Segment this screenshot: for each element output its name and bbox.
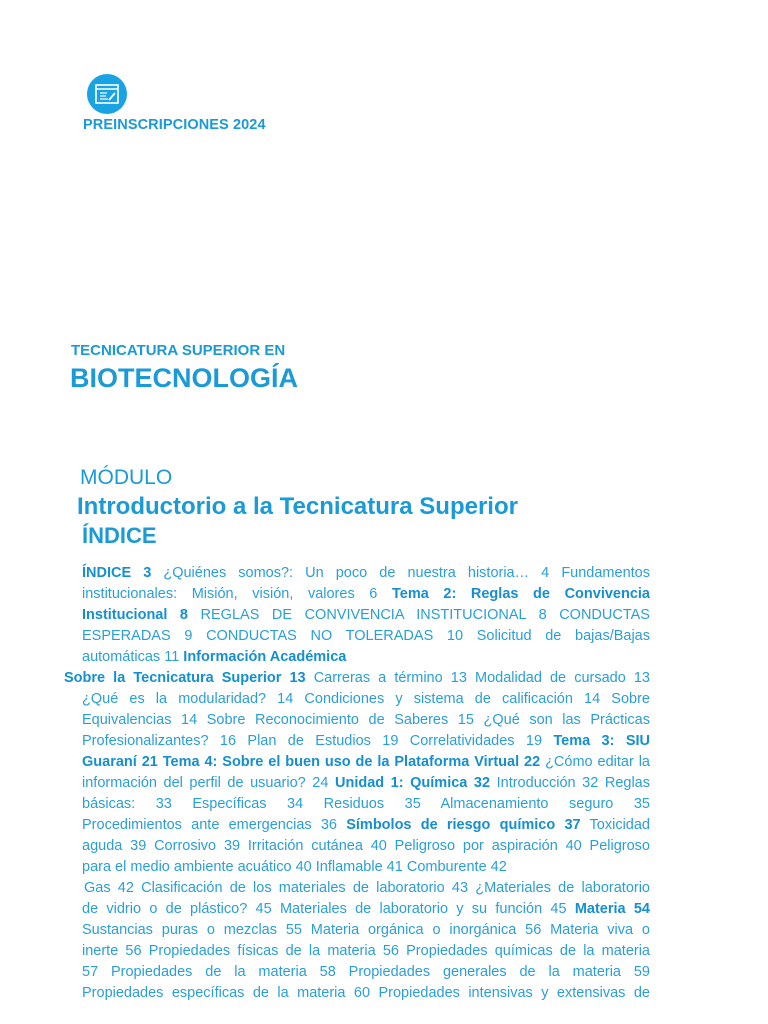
toc-heading: Sobre la Tecnicatura Superior 13 (64, 670, 306, 686)
toc-heading: Guaraní 21 Tema 4: Sobre el buen uso de la Plataforma Virtual 22 (82, 754, 541, 770)
toc-text: institucionales: Misión, visión, valores 6 (82, 586, 392, 602)
toc-text: básicas: 33 Específicas 34 Residuos 35 Almacenamiento seguro 35 (82, 796, 650, 812)
toc-line (82, 857, 650, 878)
toc-text: Profesionalizantes? 16 Plan de Estudios 19 Correlatividades 19 (82, 733, 554, 749)
toc-heading: Materia 54 (574, 901, 650, 917)
toc-heading: Tema 2: Reglas de Convivencia (391, 586, 650, 602)
toc-text: Toxicidad (580, 817, 650, 833)
toc-line (82, 941, 650, 962)
toc-line (82, 836, 650, 857)
toc-line (82, 773, 650, 794)
module-label: MÓDULO (80, 466, 173, 489)
toc-text: ¿Quiénes somos?: Un poco de nuestra historia… 4 Fundamentos (151, 565, 650, 581)
toc-line (82, 983, 650, 1004)
toc-line (82, 710, 650, 731)
toc-line (82, 563, 650, 584)
toc-text: de vidrio o de plástico? 45 Materiales de laboratorio y su función 45 (82, 901, 575, 917)
toc-text: 57 Propiedades de la materia 58 Propiedades generales de la materia 59 (82, 964, 650, 980)
toc-line (82, 752, 650, 773)
toc-line (82, 899, 650, 920)
toc-text: ¿Cómo editar la (540, 754, 650, 770)
toc-line (82, 920, 650, 941)
toc-text: automáticas 11 (82, 649, 184, 665)
toc-line (82, 626, 650, 647)
career-title: BIOTECNOLOGÍA (70, 363, 298, 393)
document-edit-icon (94, 83, 120, 105)
index-heading: ÍNDICE (82, 523, 157, 548)
toc-text: ¿Qué es la modularidad? 14 Condiciones y sistema de calificación 14 Sobre (82, 691, 650, 707)
toc-line (82, 962, 650, 983)
toc-heading: Institucional 8 (82, 607, 188, 623)
toc-heading: Tema 3: SIU (553, 733, 650, 749)
logo-badge (87, 74, 127, 114)
toc-text: Carreras a término 13 Modalidad de cursado 13 (305, 670, 650, 686)
toc-text: Sustancias puras o mezclas 55 Materia orgánica o inorgánica 56 Materia viva o (82, 922, 650, 938)
toc-line (82, 689, 650, 710)
toc-line (82, 647, 650, 668)
toc-line (82, 794, 650, 815)
toc-heading: Información Académica (183, 649, 347, 665)
toc-text: Equivalencias 14 Sobre Reconocimiento de Saberes 15 ¿Qué son las Prácticas (82, 712, 650, 728)
toc-heading: Símbolos de riesgo químico 37 (346, 817, 581, 833)
toc-line (82, 815, 650, 836)
toc-text: REGLAS DE CONVIVENCIA INSTITUCIONAL 8 CONDUCTAS (188, 607, 650, 623)
toc-heading: Unidad 1: Química 32 (334, 775, 491, 791)
toc-text: inerte 56 Propiedades físicas de la materia 56 Propiedades químicas de la materia (82, 943, 650, 959)
toc-line (84, 878, 650, 899)
toc-line (64, 668, 650, 689)
preinscripciones-label: PREINSCRIPCIONES 2024 (83, 117, 266, 133)
toc-line (82, 605, 650, 626)
module-title: Introductorio a la Tecnicatura Superior (77, 493, 518, 520)
toc-text: aguda 39 Corrosivo 39 Irritación cutánea 40 Peligroso por aspiración 40 Peligroso (82, 838, 650, 854)
toc-text: información del perfil de usuario? 24 (82, 775, 335, 791)
toc-line (82, 584, 650, 605)
toc-text: Procedimientos ante emergencias 36 (82, 817, 347, 833)
toc-text: Gas 42 Clasificación de los materiales de laboratorio 43 ¿Materiales de laboratorio (84, 880, 650, 896)
toc-text: para el medio ambiente acuático 40 Inflamable 41 Comburente 42 (82, 859, 507, 875)
toc-line (82, 731, 650, 752)
toc-text: ESPERADAS 9 CONDUCTAS NO TOLERADAS 10 Solicitud de bajas/Bajas (82, 628, 650, 644)
toc-text: Introducción 32 Reglas (490, 775, 650, 791)
career-subtitle: TECNICATURA SUPERIOR EN (71, 342, 286, 359)
toc-heading: ÍNDICE 3 (82, 565, 152, 581)
toc-text: Propiedades específicas de la materia 60 Propiedades intensivas y extensivas de (82, 985, 650, 1001)
